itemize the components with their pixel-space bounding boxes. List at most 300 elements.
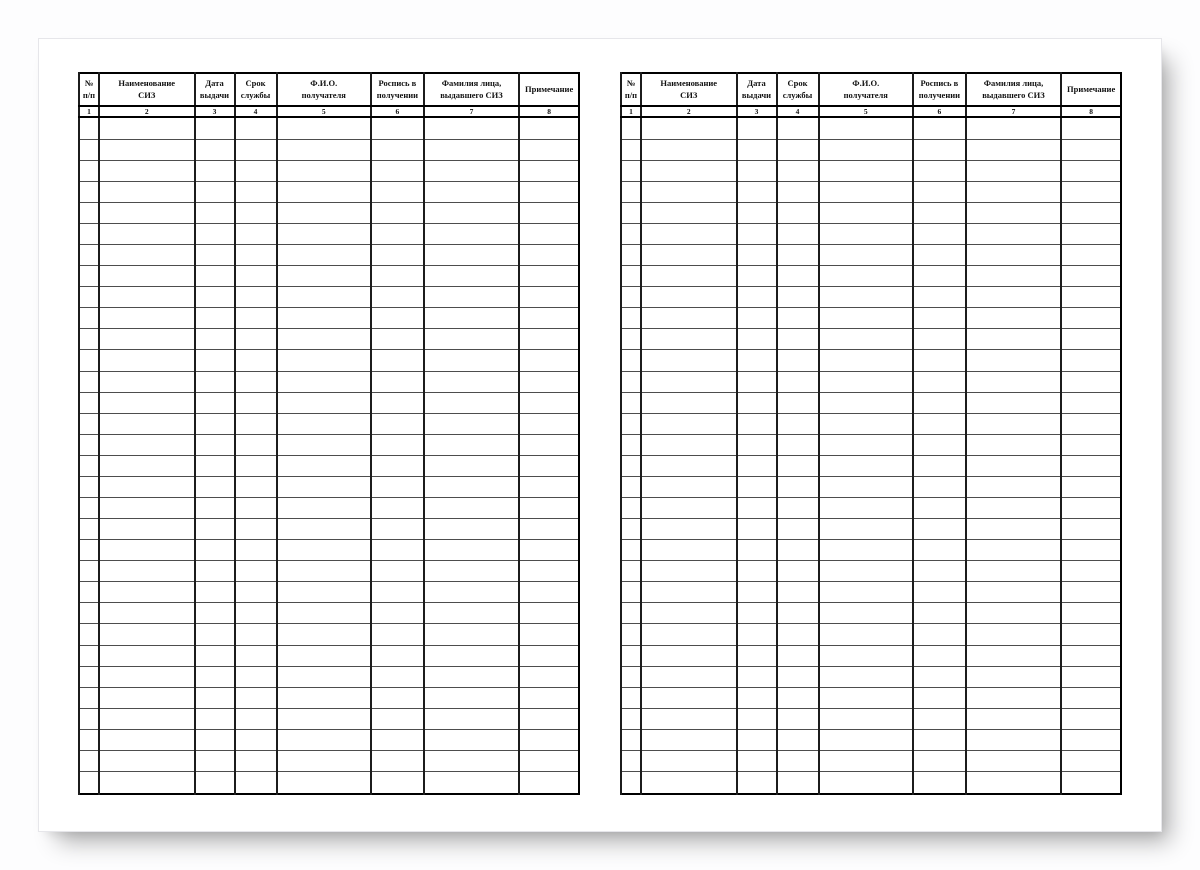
blank-cell-service-life: [235, 434, 277, 455]
blank-cell-note: [519, 350, 579, 371]
blank-cell-recipient-name: [277, 160, 372, 181]
blank-cell-note: [1061, 245, 1121, 266]
blank-cell-note: [1061, 666, 1121, 687]
blank-cell-recipient-name: [819, 350, 914, 371]
blank-cell-receipt-signature: [371, 308, 424, 329]
blank-cell-row-number: [621, 582, 641, 603]
column-header-row-number: № п/п: [79, 73, 99, 106]
blank-cell-siz-name: [99, 497, 195, 518]
blank-cell-recipient-name: [277, 223, 372, 244]
blank-cell-service-life: [235, 729, 277, 750]
blank-cell-row-number: [621, 561, 641, 582]
blank-cell-receipt-signature: [913, 476, 966, 497]
blank-cell-issuer-name: [424, 202, 520, 223]
blank-cell-siz-name: [99, 666, 195, 687]
blank-cell-receipt-signature: [371, 708, 424, 729]
blank-cell-receipt-signature: [913, 582, 966, 603]
blank-cell-issuer-name: [424, 497, 520, 518]
blank-cell-siz-name: [641, 729, 737, 750]
blank-cell-note: [519, 476, 579, 497]
blank-cell-issuer-name: [966, 160, 1062, 181]
blank-cell-receipt-signature: [913, 308, 966, 329]
blank-cell-siz-name: [99, 413, 195, 434]
blank-cell-siz-name: [99, 139, 195, 160]
blank-cell-issuer-name: [424, 729, 520, 750]
blank-cell-issuer-name: [424, 308, 520, 329]
blank-cell-note: [1061, 561, 1121, 582]
blank-cell-service-life: [235, 392, 277, 413]
blank-cell-issuer-name: [424, 519, 520, 540]
blank-cell-note: [519, 287, 579, 308]
blank-cell-recipient-name: [277, 139, 372, 160]
blank-cell-issuer-name: [424, 181, 520, 202]
blank-cell-note: [519, 223, 579, 244]
blank-cell-note: [519, 329, 579, 350]
blank-cell-note: [519, 392, 579, 413]
blank-cell-receipt-signature: [913, 687, 966, 708]
blank-cell-issue-date: [195, 476, 235, 497]
blank-cell-receipt-signature: [371, 750, 424, 771]
blank-row: [79, 434, 579, 455]
blank-row: [79, 371, 579, 392]
blank-cell-service-life: [777, 181, 819, 202]
blank-cell-recipient-name: [819, 202, 914, 223]
blank-row: [79, 139, 579, 160]
blank-cell-siz-name: [641, 455, 737, 476]
blank-cell-siz-name: [641, 624, 737, 645]
blank-cell-issue-date: [195, 413, 235, 434]
blank-cell-issue-date: [195, 708, 235, 729]
blank-cell-recipient-name: [277, 750, 372, 771]
blank-cell-issuer-name: [966, 582, 1062, 603]
blank-cell-row-number: [621, 645, 641, 666]
blank-cell-service-life: [235, 308, 277, 329]
blank-cell-issue-date: [195, 139, 235, 160]
blank-cell-issue-date: [737, 308, 777, 329]
blank-cell-recipient-name: [819, 245, 914, 266]
blank-cell-issue-date: [195, 308, 235, 329]
blank-cell-issue-date: [195, 497, 235, 518]
blank-cell-issue-date: [195, 287, 235, 308]
blank-cell-service-life: [235, 708, 277, 729]
blank-cell-issuer-name: [966, 223, 1062, 244]
blank-cell-issue-date: [737, 266, 777, 287]
blank-cell-service-life: [235, 139, 277, 160]
blank-cell-siz-name: [641, 750, 737, 771]
column-header-issue-date: Дата выдачи: [195, 73, 235, 106]
blank-cell-siz-name: [641, 687, 737, 708]
blank-cell-row-number: [621, 202, 641, 223]
blank-cell-siz-name: [641, 181, 737, 202]
blank-cell-row-number: [621, 160, 641, 181]
blank-cell-siz-name: [641, 603, 737, 624]
blank-row: [621, 771, 1121, 794]
blank-cell-issue-date: [737, 287, 777, 308]
blank-cell-row-number: [79, 455, 99, 476]
blank-cell-recipient-name: [819, 519, 914, 540]
blank-cell-recipient-name: [277, 687, 372, 708]
blank-cell-receipt-signature: [371, 582, 424, 603]
blank-cell-row-number: [79, 771, 99, 794]
blank-cell-issuer-name: [424, 160, 520, 181]
blank-cell-recipient-name: [277, 350, 372, 371]
blank-cell-row-number: [621, 223, 641, 244]
blank-cell-receipt-signature: [913, 708, 966, 729]
blank-cell-note: [1061, 160, 1121, 181]
blank-cell-row-number: [79, 392, 99, 413]
siz-issuance-log-table-right: [620, 72, 1122, 795]
blank-cell-service-life: [235, 645, 277, 666]
blank-cell-issue-date: [737, 245, 777, 266]
blank-row: [621, 750, 1121, 771]
blank-cell-recipient-name: [819, 497, 914, 518]
blank-cell-siz-name: [99, 455, 195, 476]
blank-cell-issue-date: [195, 371, 235, 392]
blank-cell-row-number: [79, 202, 99, 223]
blank-cell-issuer-name: [966, 308, 1062, 329]
blank-cell-receipt-signature: [371, 666, 424, 687]
blank-cell-recipient-name: [277, 729, 372, 750]
blank-cell-recipient-name: [277, 476, 372, 497]
blank-cell-issuer-name: [424, 245, 520, 266]
blank-cell-issuer-name: [966, 202, 1062, 223]
blank-cell-receipt-signature: [913, 223, 966, 244]
blank-cell-recipient-name: [277, 413, 372, 434]
blank-row: [621, 603, 1121, 624]
blank-cell-row-number: [621, 287, 641, 308]
blank-cell-service-life: [777, 645, 819, 666]
blank-cell-note: [519, 202, 579, 223]
blank-cell-issue-date: [737, 540, 777, 561]
blank-cell-note: [519, 266, 579, 287]
blank-cell-note: [519, 497, 579, 518]
blank-cell-issuer-name: [966, 287, 1062, 308]
blank-cell-siz-name: [641, 160, 737, 181]
blank-cell-issuer-name: [966, 497, 1062, 518]
blank-cell-note: [519, 624, 579, 645]
blank-cell-row-number: [621, 245, 641, 266]
blank-cell-recipient-name: [277, 708, 372, 729]
blank-cell-recipient-name: [819, 582, 914, 603]
blank-cell-receipt-signature: [913, 771, 966, 794]
blank-cell-receipt-signature: [371, 392, 424, 413]
blank-row: [79, 645, 579, 666]
blank-cell-service-life: [235, 202, 277, 223]
blank-cell-row-number: [79, 750, 99, 771]
blank-cell-siz-name: [641, 476, 737, 497]
blank-cell-siz-name: [641, 708, 737, 729]
siz-issuance-log-table-left-slot: [78, 72, 580, 795]
blank-cell-issuer-name: [424, 624, 520, 645]
blank-cell-service-life: [235, 371, 277, 392]
blank-cell-issue-date: [737, 181, 777, 202]
blank-cell-row-number: [79, 117, 99, 139]
blank-cell-recipient-name: [819, 392, 914, 413]
blank-cell-recipient-name: [277, 497, 372, 518]
column-header-recipient-name: Ф.И.О. получателя: [277, 73, 372, 106]
blank-cell-recipient-name: [819, 687, 914, 708]
blank-cell-row-number: [621, 750, 641, 771]
blank-cell-issue-date: [737, 160, 777, 181]
blank-cell-service-life: [235, 750, 277, 771]
blank-cell-service-life: [777, 708, 819, 729]
blank-cell-issuer-name: [424, 708, 520, 729]
blank-cell-row-number: [621, 181, 641, 202]
blank-cell-note: [1061, 540, 1121, 561]
blank-cell-issuer-name: [424, 645, 520, 666]
blank-cell-note: [1061, 287, 1121, 308]
blank-cell-recipient-name: [819, 603, 914, 624]
column-number-issuer-name: 7: [966, 106, 1062, 117]
blank-cell-row-number: [621, 371, 641, 392]
column-number-note: 8: [519, 106, 579, 117]
blank-cell-recipient-name: [819, 561, 914, 582]
siz-issuance-log-table-left: [78, 72, 580, 795]
blank-cell-note: [1061, 266, 1121, 287]
blank-cell-note: [519, 666, 579, 687]
blank-row: [621, 582, 1121, 603]
blank-row: [621, 181, 1121, 202]
blank-cell-note: [1061, 476, 1121, 497]
blank-cell-row-number: [79, 223, 99, 244]
blank-cell-recipient-name: [819, 729, 914, 750]
blank-cell-service-life: [235, 413, 277, 434]
blank-cell-row-number: [79, 308, 99, 329]
blank-row: [621, 392, 1121, 413]
blank-cell-siz-name: [99, 603, 195, 624]
blank-cell-note: [519, 561, 579, 582]
blank-cell-receipt-signature: [913, 497, 966, 518]
blank-cell-issue-date: [195, 603, 235, 624]
blank-row: [79, 771, 579, 794]
blank-cell-siz-name: [641, 350, 737, 371]
blank-cell-siz-name: [641, 371, 737, 392]
blank-cell-issuer-name: [966, 519, 1062, 540]
blank-cell-note: [519, 771, 579, 794]
blank-row: [79, 624, 579, 645]
blank-cell-receipt-signature: [371, 476, 424, 497]
blank-cell-note: [519, 687, 579, 708]
blank-cell-service-life: [777, 497, 819, 518]
blank-cell-receipt-signature: [913, 329, 966, 350]
blank-cell-recipient-name: [277, 308, 372, 329]
blank-cell-receipt-signature: [913, 455, 966, 476]
blank-row: [79, 160, 579, 181]
blank-row: [79, 729, 579, 750]
blank-cell-receipt-signature: [371, 540, 424, 561]
blank-cell-recipient-name: [819, 434, 914, 455]
blank-cell-issuer-name: [966, 266, 1062, 287]
blank-cell-receipt-signature: [913, 202, 966, 223]
blank-row: [621, 308, 1121, 329]
blank-cell-recipient-name: [819, 708, 914, 729]
blank-cell-recipient-name: [277, 666, 372, 687]
column-header-issuer-name: Фамилия лица, выдавшего СИЗ: [424, 73, 520, 106]
blank-cell-issuer-name: [424, 371, 520, 392]
blank-cell-note: [519, 455, 579, 476]
blank-row: [621, 139, 1121, 160]
blank-cell-receipt-signature: [371, 645, 424, 666]
blank-cell-issuer-name: [966, 139, 1062, 160]
blank-cell-issue-date: [737, 455, 777, 476]
header-row: [79, 73, 579, 106]
blank-cell-note: [1061, 708, 1121, 729]
blank-cell-siz-name: [641, 139, 737, 160]
blank-cell-service-life: [235, 687, 277, 708]
blank-cell-note: [1061, 139, 1121, 160]
blank-cell-recipient-name: [819, 223, 914, 244]
blank-cell-recipient-name: [819, 666, 914, 687]
blank-cell-receipt-signature: [913, 245, 966, 266]
blank-cell-issue-date: [195, 266, 235, 287]
blank-cell-issuer-name: [966, 771, 1062, 794]
blank-cell-issue-date: [737, 413, 777, 434]
blank-row: [621, 624, 1121, 645]
blank-row: [621, 476, 1121, 497]
blank-cell-siz-name: [99, 561, 195, 582]
blank-row: [79, 245, 579, 266]
blank-cell-issuer-name: [966, 181, 1062, 202]
blank-cell-issue-date: [195, 561, 235, 582]
blank-row: [79, 750, 579, 771]
blank-cell-issue-date: [195, 582, 235, 603]
blank-cell-issue-date: [195, 245, 235, 266]
blank-cell-row-number: [621, 708, 641, 729]
blank-cell-recipient-name: [819, 540, 914, 561]
blank-cell-recipient-name: [819, 771, 914, 794]
blank-cell-row-number: [621, 476, 641, 497]
blank-cell-row-number: [621, 540, 641, 561]
blank-cell-siz-name: [641, 329, 737, 350]
blank-cell-siz-name: [99, 287, 195, 308]
blank-cell-recipient-name: [277, 645, 372, 666]
blank-cell-siz-name: [99, 645, 195, 666]
blank-row: [621, 708, 1121, 729]
blank-cell-siz-name: [641, 413, 737, 434]
blank-cell-issue-date: [737, 392, 777, 413]
blank-cell-siz-name: [99, 181, 195, 202]
blank-row: [621, 329, 1121, 350]
blank-cell-issue-date: [737, 582, 777, 603]
blank-cell-row-number: [79, 350, 99, 371]
blank-cell-issue-date: [737, 708, 777, 729]
blank-cell-issue-date: [195, 750, 235, 771]
blank-cell-recipient-name: [277, 434, 372, 455]
blank-cell-row-number: [621, 771, 641, 794]
blank-cell-issue-date: [195, 350, 235, 371]
blank-row: [621, 666, 1121, 687]
blank-cell-recipient-name: [819, 455, 914, 476]
column-number-issue-date: 3: [195, 106, 235, 117]
blank-cell-service-life: [235, 519, 277, 540]
blank-cell-issue-date: [737, 771, 777, 794]
blank-cell-row-number: [621, 329, 641, 350]
blank-cell-row-number: [79, 371, 99, 392]
blank-cell-recipient-name: [277, 117, 372, 139]
blank-cell-siz-name: [99, 519, 195, 540]
column-number-service-life: 4: [235, 106, 277, 117]
column-number-siz-name: 2: [641, 106, 737, 117]
blank-cell-service-life: [235, 476, 277, 497]
blank-cell-row-number: [621, 413, 641, 434]
blank-cell-row-number: [79, 245, 99, 266]
blank-row: [79, 497, 579, 518]
blank-cell-siz-name: [99, 771, 195, 794]
blank-cell-issuer-name: [424, 771, 520, 794]
blank-cell-service-life: [777, 434, 819, 455]
blank-row: [621, 287, 1121, 308]
blank-cell-service-life: [235, 329, 277, 350]
blank-cell-receipt-signature: [913, 666, 966, 687]
blank-cell-issue-date: [737, 750, 777, 771]
blank-cell-service-life: [777, 624, 819, 645]
blank-cell-siz-name: [641, 308, 737, 329]
blank-cell-recipient-name: [819, 287, 914, 308]
blank-cell-note: [519, 160, 579, 181]
column-number-service-life: 4: [777, 106, 819, 117]
siz-issuance-log-table-right-slot: [620, 72, 1122, 795]
blank-cell-note: [519, 308, 579, 329]
blank-cell-issue-date: [737, 350, 777, 371]
blank-cell-siz-name: [99, 729, 195, 750]
blank-cell-siz-name: [99, 392, 195, 413]
blank-cell-service-life: [777, 455, 819, 476]
blank-cell-receipt-signature: [371, 771, 424, 794]
blank-cell-row-number: [621, 729, 641, 750]
blank-row: [79, 476, 579, 497]
blank-cell-recipient-name: [277, 266, 372, 287]
blank-row: [621, 497, 1121, 518]
blank-cell-issue-date: [195, 455, 235, 476]
blank-cell-note: [519, 139, 579, 160]
blank-cell-receipt-signature: [371, 519, 424, 540]
blank-cell-row-number: [621, 139, 641, 160]
blank-cell-row-number: [79, 708, 99, 729]
blank-cell-siz-name: [641, 561, 737, 582]
blank-cell-note: [519, 181, 579, 202]
blank-cell-note: [519, 117, 579, 139]
blank-cell-note: [1061, 603, 1121, 624]
blank-cell-service-life: [777, 413, 819, 434]
blank-cell-siz-name: [99, 266, 195, 287]
blank-cell-issuer-name: [424, 266, 520, 287]
blank-cell-row-number: [79, 139, 99, 160]
blank-cell-service-life: [777, 223, 819, 244]
blank-cell-siz-name: [99, 117, 195, 139]
blank-cell-receipt-signature: [913, 540, 966, 561]
blank-cell-note: [1061, 181, 1121, 202]
blank-row: [79, 202, 579, 223]
blank-cell-issue-date: [195, 181, 235, 202]
blank-row: [79, 582, 579, 603]
column-number-recipient-name: 5: [819, 106, 914, 117]
blank-cell-note: [1061, 329, 1121, 350]
blank-cell-row-number: [79, 434, 99, 455]
blank-cell-issuer-name: [424, 223, 520, 244]
blank-cell-service-life: [777, 266, 819, 287]
blank-cell-row-number: [79, 413, 99, 434]
blank-cell-issue-date: [195, 519, 235, 540]
blank-cell-service-life: [777, 750, 819, 771]
blank-cell-note: [1061, 497, 1121, 518]
blank-cell-issue-date: [737, 729, 777, 750]
blank-cell-siz-name: [641, 540, 737, 561]
blank-cell-recipient-name: [819, 117, 914, 139]
column-header-service-life: Срок службы: [777, 73, 819, 106]
column-header-note: Примечание: [1061, 73, 1121, 106]
column-number-row-number: 1: [79, 106, 99, 117]
blank-cell-note: [519, 519, 579, 540]
